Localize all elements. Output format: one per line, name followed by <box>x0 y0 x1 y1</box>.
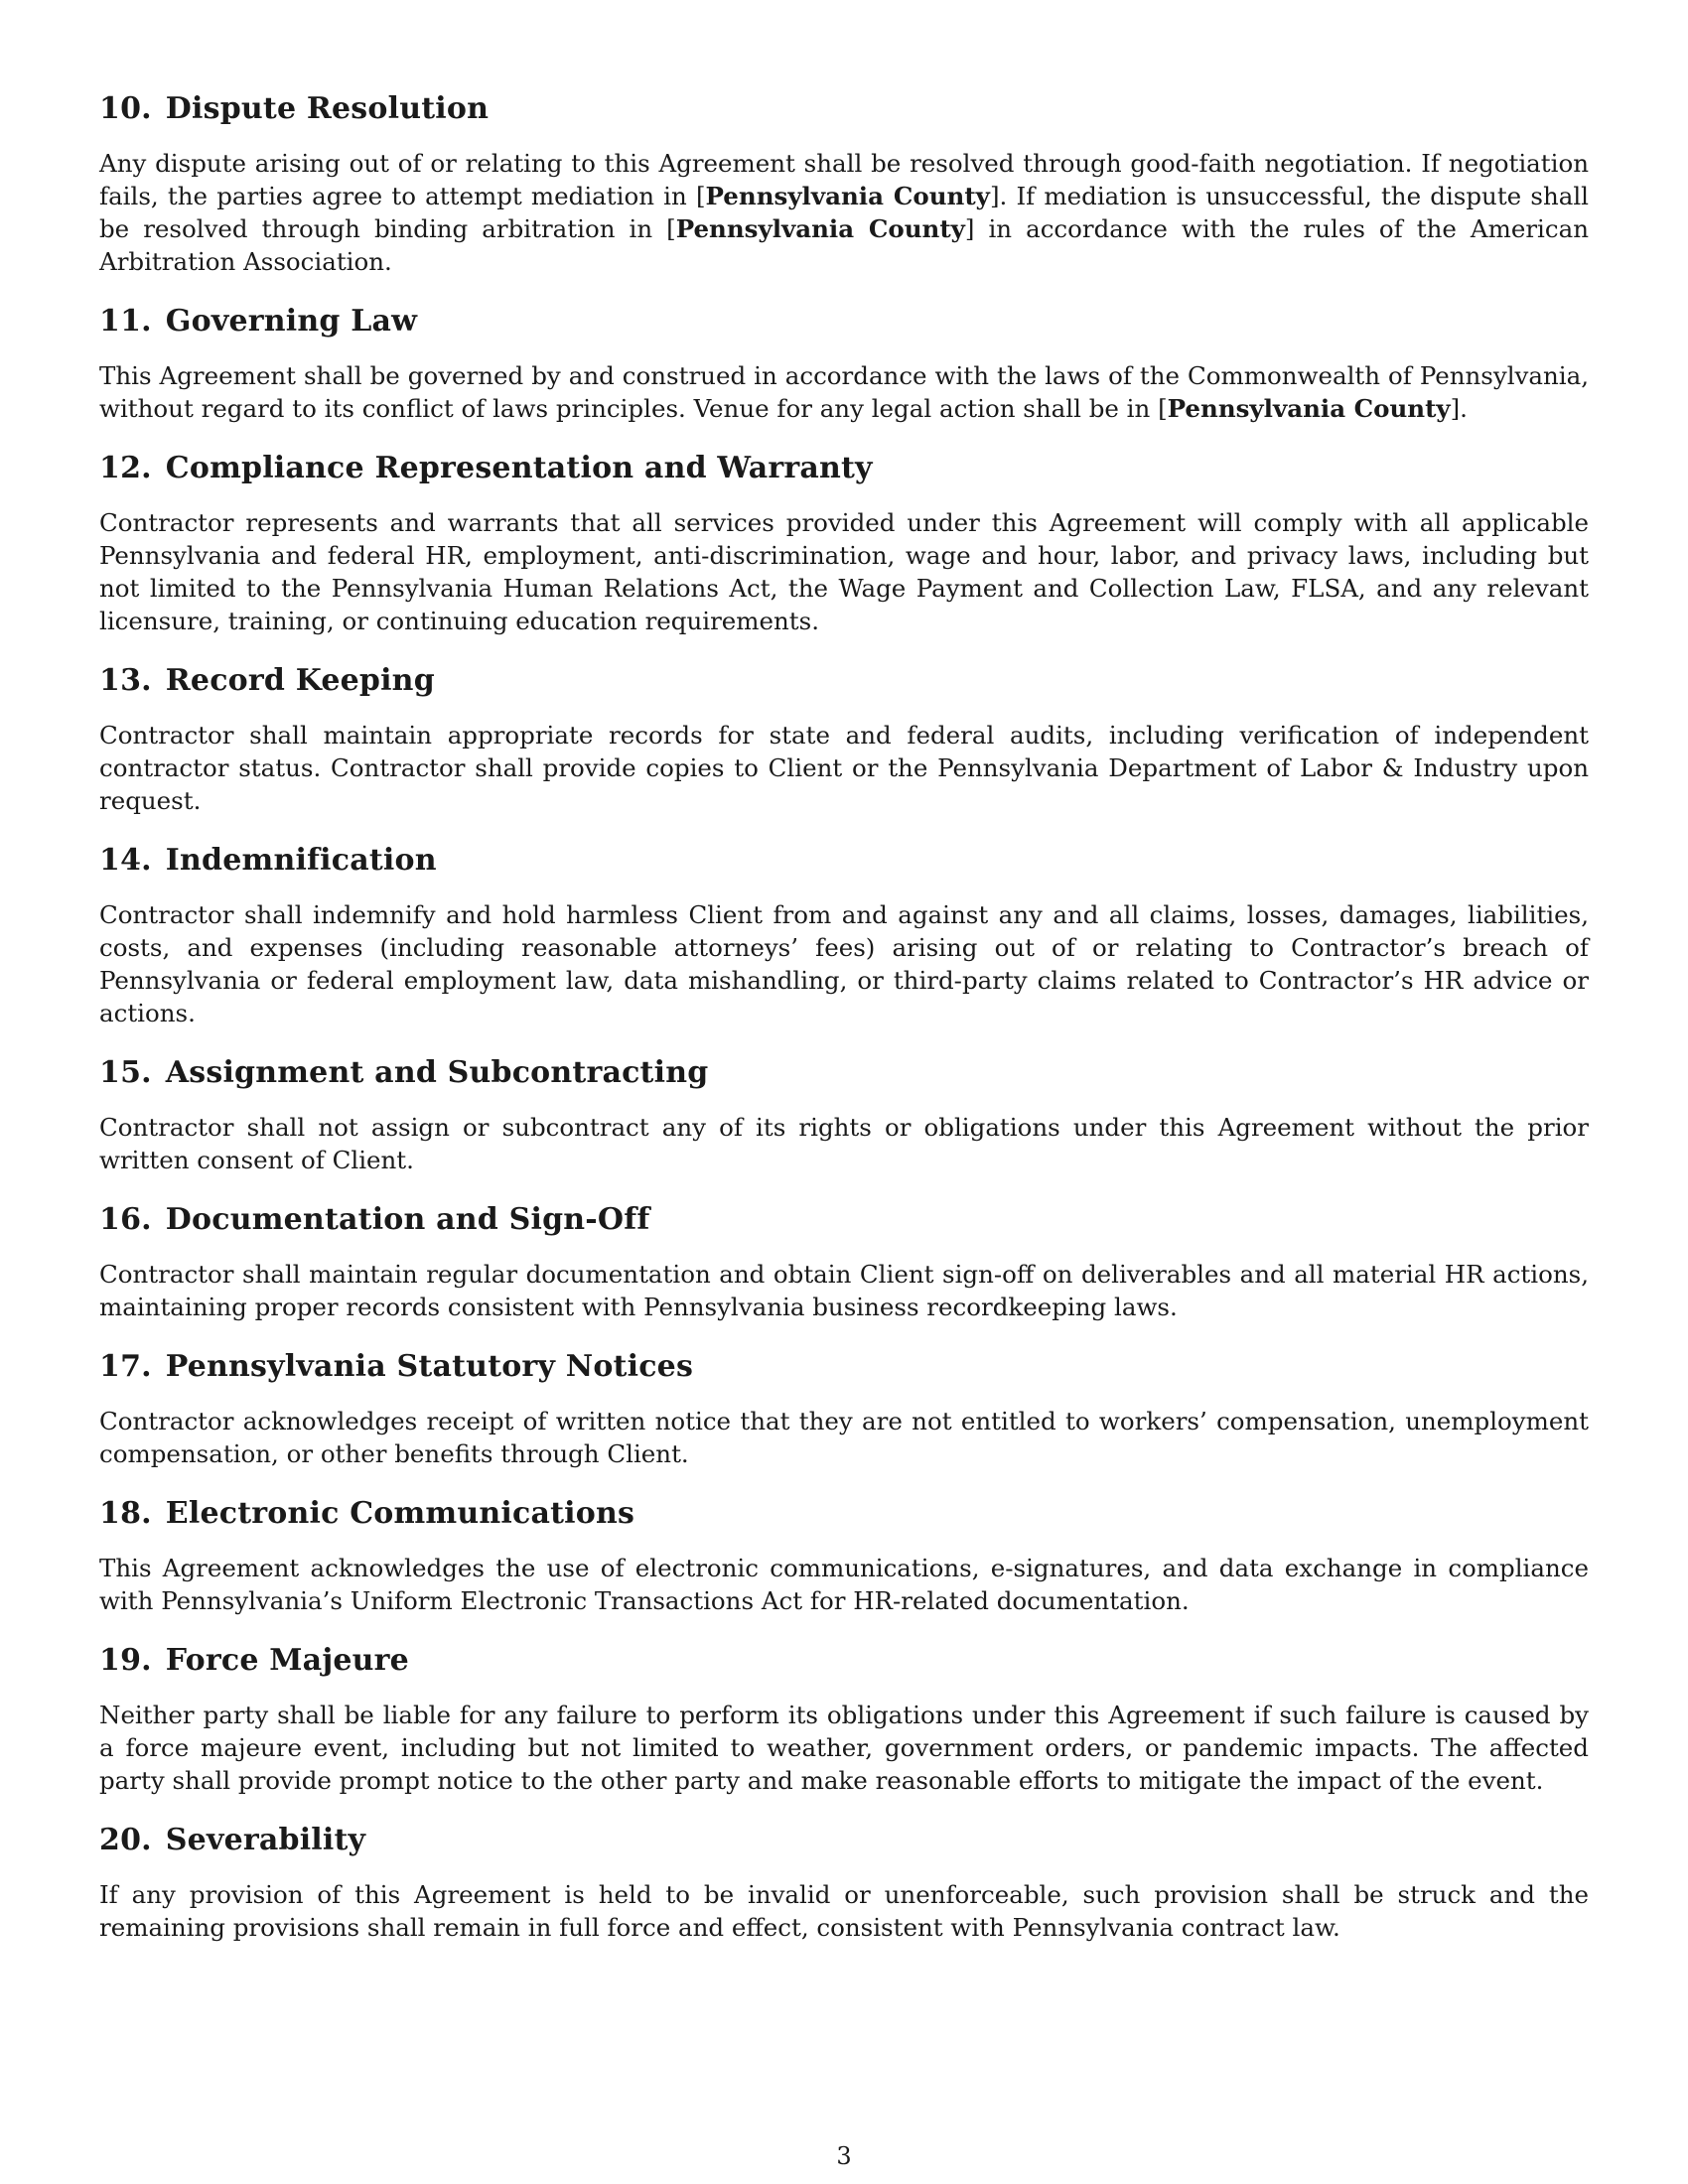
section-body <box>99 359 1589 425</box>
section-documentation <box>99 1202 1589 1323</box>
document-page <box>99 91 1589 1970</box>
section-electronic-communications <box>99 1496 1589 1617</box>
section-dispute-resolution <box>99 91 1589 278</box>
page-number: 3 <box>836 2142 852 2170</box>
section-force-majeure <box>99 1643 1589 1797</box>
section-title: Severability <box>165 1823 366 1857</box>
section-title: Documentation and Sign-Off <box>165 1202 650 1237</box>
section-number: 13. <box>99 663 152 698</box>
section-number: 11. <box>99 304 152 339</box>
section-number: 12. <box>99 451 152 485</box>
section-assignment <box>99 1055 1589 1176</box>
section-title: Compliance Representation and Warranty <box>165 451 873 485</box>
section-heading <box>99 1202 1589 1238</box>
section-body: Neither party shall be liable for any failure to perform its obligations under this Agreement if such failure is caused by a force majeure event, including but not limited to weather, government orders, or pandemic impacts. The affected party shall provide prompt notice to the other party and make reasonable efforts to mitigate the impact of the event. <box>99 1701 1589 1795</box>
section-compliance-representation <box>99 451 1589 637</box>
section-record-keeping <box>99 663 1589 817</box>
body-text: Any dispute arising out of or relating to this Agreement shall be resolved through good-faith negotiation. If negotiation fails, the parties agree to attempt mediation in [ <box>99 149 1589 210</box>
section-heading <box>99 1496 1589 1532</box>
section-title: Governing Law <box>165 304 418 339</box>
section-body <box>99 147 1589 278</box>
section-heading <box>99 304 1589 340</box>
section-body: This Agreement acknowledges the use of electronic communications, e-signatures, and data exchange in compliance with Pennsylvania’s Uniform Electronic Transactions Act for HR-related documentation. <box>99 1554 1589 1615</box>
body-text: ] in accordance with the rules of the American Arbitration Association. <box>99 214 1589 276</box>
section-title: Dispute Resolution <box>165 91 490 126</box>
section-number: 16. <box>99 1202 152 1237</box>
section-statutory-notices <box>99 1349 1589 1470</box>
section-indemnification <box>99 843 1589 1029</box>
section-number: 20. <box>99 1823 152 1857</box>
section-heading <box>99 1823 1589 1858</box>
section-heading <box>99 663 1589 699</box>
body-text: This Agreement shall be governed by and construed in accordance with the laws of the Commonwealth of Pennsylvania, without regard to its conflict of laws principles. Venue for any legal action shall be in [ <box>99 361 1589 423</box>
section-number: 17. <box>99 1349 152 1384</box>
section-body: If any provision of this Agreement is held to be invalid or unenforceable, such provision shall be struck and the remaining provisions shall remain in full force and effect, consistent with Pennsylvania contract law. <box>99 1880 1589 1942</box>
placeholder-county: Pennsylvania County <box>705 182 990 210</box>
placeholder-county: Pennsylvania County <box>1167 394 1451 423</box>
body-text: ]. <box>1450 394 1468 423</box>
section-body: Contractor shall indemnify and hold harmless Client from and against any and all claims, losses, damages, liabilities, costs, and expenses (including reasonable attorneys’ fees) arising out of or relating to Contractor’s breach of Pennsylvania or federal employment law, data mishandling, or third-party claims related to Contractor’s HR advice or actions. <box>99 900 1589 1027</box>
section-heading <box>99 1349 1589 1385</box>
section-heading <box>99 1643 1589 1679</box>
section-number: 10. <box>99 91 152 126</box>
body-text: ]. If mediation is unsuccessful, the dispute shall be resolved through binding arbitration in [ <box>99 182 1589 243</box>
section-body: Contractor shall not assign or subcontract any of its rights or obligations under this Agreement without the prior written consent of Client. <box>99 1113 1589 1174</box>
section-number: 15. <box>99 1055 152 1090</box>
section-heading <box>99 1055 1589 1091</box>
placeholder-county: Pennsylvania County <box>675 214 965 243</box>
section-title: Force Majeure <box>165 1643 409 1678</box>
section-body: Contractor shall maintain appropriate records for state and federal audits, including verification of independent contractor status. Contractor shall provide copies to Client or the Pennsylvania Department of Labor & Industry upon request. <box>99 721 1589 815</box>
section-title: Electronic Communications <box>165 1496 635 1531</box>
section-heading <box>99 451 1589 486</box>
section-body: Contractor acknowledges receipt of written notice that they are not entitled to workers’ compensation, unemployment compensation, or other benefits through Client. <box>99 1407 1589 1468</box>
section-severability <box>99 1823 1589 1944</box>
section-body: Contractor shall maintain regular documentation and obtain Client sign-off on deliverables and all material HR actions, maintaining proper records consistent with Pennsylvania business recordkeeping laws. <box>99 1260 1589 1321</box>
section-title: Pennsylvania Statutory Notices <box>165 1349 694 1384</box>
section-governing-law <box>99 304 1589 425</box>
section-body: Contractor represents and warrants that all services provided under this Agreement will comply with all applicable Pennsylvania and federal HR, employment, anti-discrimination, wage and hour, labor, and privacy laws, including but not limited to the Pennsylvania Human Relations Act, the Wage Payment and Collection Law, FLSA, and any relevant licensure, training, or continuing education requirements. <box>99 508 1589 635</box>
section-title: Assignment and Subcontracting <box>165 1055 709 1090</box>
section-heading <box>99 91 1589 127</box>
section-title: Record Keeping <box>165 663 435 698</box>
section-heading <box>99 843 1589 879</box>
section-title: Indemnification <box>165 843 437 878</box>
section-number: 19. <box>99 1643 152 1678</box>
section-number: 18. <box>99 1496 152 1531</box>
section-number: 14. <box>99 843 152 878</box>
